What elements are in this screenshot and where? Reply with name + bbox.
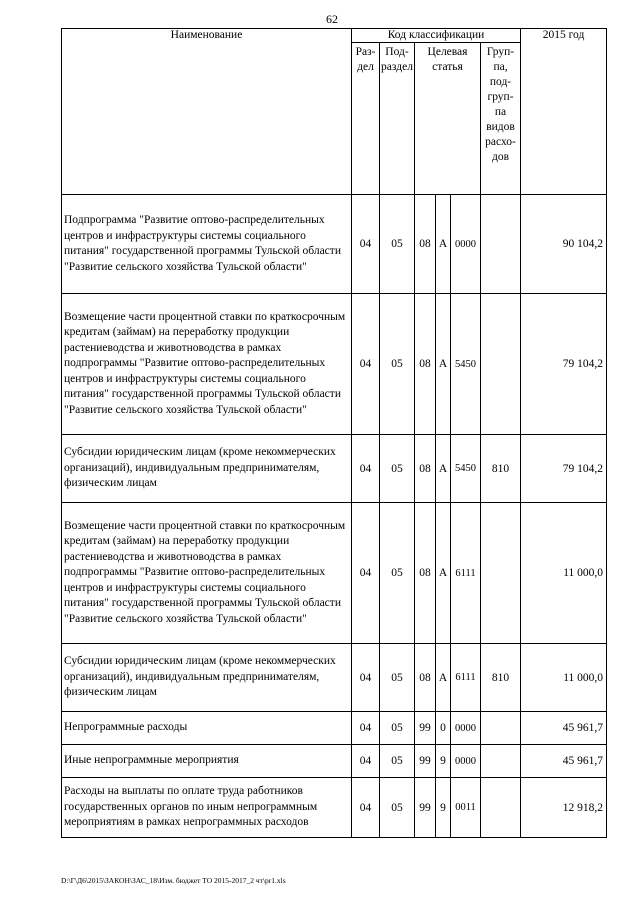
row-name: Субсидии юридическим лицам (кроме некоммерческих организаций), индивидуальным предпринимателям, физическим лицам: [62, 644, 352, 712]
page-number: 62: [326, 12, 338, 26]
header-year: 2015 год: [521, 29, 607, 195]
row-group: 810: [481, 644, 521, 712]
row-target-subprogram: 0: [436, 712, 451, 745]
row-razdel: 04: [352, 712, 380, 745]
header-podrazdel: Под- раздел: [380, 43, 415, 195]
row-razdel: 04: [352, 778, 380, 838]
table-row: [62, 644, 607, 712]
table-row: [62, 712, 607, 745]
table-row: [62, 745, 607, 778]
row-target-program: 08: [415, 644, 436, 712]
row-target-direction: 6111: [451, 644, 481, 712]
row-group: [481, 712, 521, 745]
row-amount: 45 961,7: [521, 745, 607, 778]
header-code: Код классификации: [352, 29, 521, 43]
file-path-footer: D:\Г\Д6\2015\ЗАКОН\ЗАС_18\Изм. бюджет ТО 2015-2017_2 чт\pr1.xls: [61, 876, 286, 885]
row-amount: 11 000,0: [521, 503, 607, 644]
row-podrazdel: 05: [380, 778, 415, 838]
row-target-program: 08: [415, 503, 436, 644]
row-target-subprogram: А: [436, 294, 451, 435]
row-amount: 90 104,2: [521, 195, 607, 294]
row-group: [481, 294, 521, 435]
table-row: [62, 195, 607, 294]
row-name: Расходы на выплаты по оплате труда работников государственных органов по иным непрограммным мероприятиям в рамках непрограммных расходов: [62, 778, 352, 838]
row-target-subprogram: А: [436, 195, 451, 294]
row-target-subprogram: 9: [436, 745, 451, 778]
row-target-direction: 6111: [451, 503, 481, 644]
row-name: Субсидии юридическим лицам (кроме некоммерческих организаций), индивидуальным предпринимателям, физическим лицам: [62, 435, 352, 503]
row-razdel: 04: [352, 644, 380, 712]
budget-table: [61, 28, 607, 838]
row-group: [481, 778, 521, 838]
row-name: Возмещение части процентной ставки по краткосрочным кредитам (займам) на переработку продукции растениеводства и животноводства в рамках подпрограммы "Развитие оптово-распределительных центров и инфраструктуры системы социального питания" государственной программы Тульской области "Развитие сельского хозяйства Тульской области": [62, 503, 352, 644]
row-target-direction: 5450: [451, 435, 481, 503]
row-target-program: 99: [415, 712, 436, 745]
row-target-direction: 0000: [451, 745, 481, 778]
row-group: [481, 745, 521, 778]
row-group: [481, 503, 521, 644]
row-podrazdel: 05: [380, 195, 415, 294]
row-razdel: 04: [352, 294, 380, 435]
row-name: Иные непрограммные мероприятия: [62, 745, 352, 778]
row-podrazdel: 05: [380, 503, 415, 644]
header-razdel: Раз- дел: [352, 43, 380, 195]
row-name: Подпрограмма "Развитие оптово-распределительных центров и инфраструктуры системы социального питания" государственной программы Тульской области "Развитие сельского хозяйства Тульской области": [62, 195, 352, 294]
row-group: 810: [481, 435, 521, 503]
table-row: [62, 778, 607, 838]
row-amount: 79 104,2: [521, 435, 607, 503]
table-row: [62, 294, 607, 435]
row-target-program: 08: [415, 435, 436, 503]
row-podrazdel: 05: [380, 644, 415, 712]
header-group: Груп- па, под- груп- па видов расхо- дов: [481, 43, 521, 195]
row-podrazdel: 05: [380, 294, 415, 435]
row-target-program: 08: [415, 294, 436, 435]
row-target-subprogram: А: [436, 644, 451, 712]
row-target-program: 08: [415, 195, 436, 294]
row-razdel: 04: [352, 195, 380, 294]
row-razdel: 04: [352, 745, 380, 778]
row-target-direction: 5450: [451, 294, 481, 435]
header-name: Наименование: [62, 29, 352, 195]
row-target-direction: 0000: [451, 195, 481, 294]
row-amount: 11 000,0: [521, 644, 607, 712]
table-row: [62, 435, 607, 503]
row-target-program: 99: [415, 745, 436, 778]
row-name: Возмещение части процентной ставки по краткосрочным кредитам (займам) на переработку продукции растениеводства и животноводства в рамках подпрограммы "Развитие оптово-распределительных центров и инфраструктуры системы социального питания" государственной программы Тульской области "Развитие сельского хозяйства Тульской области": [62, 294, 352, 435]
row-target-subprogram: 9: [436, 778, 451, 838]
row-podrazdel: 05: [380, 712, 415, 745]
header-target: Целевая статья: [415, 43, 481, 195]
table-row: [62, 503, 607, 644]
row-razdel: 04: [352, 435, 380, 503]
row-podrazdel: 05: [380, 435, 415, 503]
row-target-program: 99: [415, 778, 436, 838]
row-amount: 79 104,2: [521, 294, 607, 435]
row-group: [481, 195, 521, 294]
row-target-subprogram: А: [436, 503, 451, 644]
row-target-subprogram: А: [436, 435, 451, 503]
row-target-direction: 0011: [451, 778, 481, 838]
row-name: Непрограммные расходы: [62, 712, 352, 745]
row-amount: 12 918,2: [521, 778, 607, 838]
row-target-direction: 0000: [451, 712, 481, 745]
row-razdel: 04: [352, 503, 380, 644]
row-amount: 45 961,7: [521, 712, 607, 745]
row-podrazdel: 05: [380, 745, 415, 778]
